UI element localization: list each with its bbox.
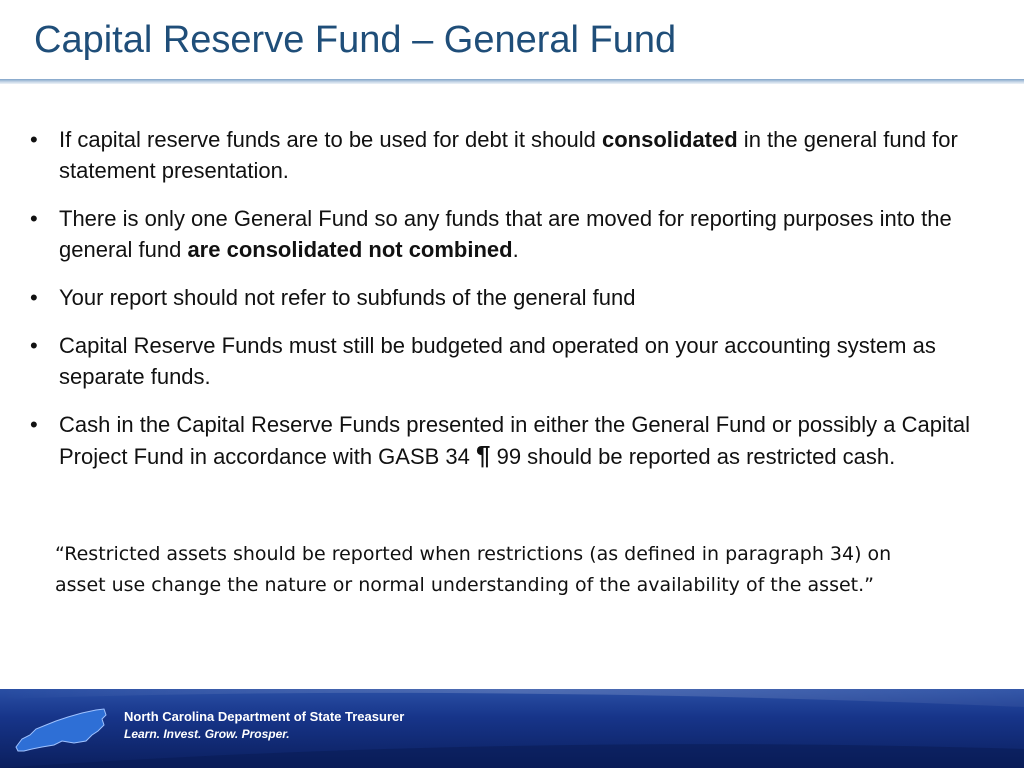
- bullet-marker: •: [30, 127, 38, 152]
- bullet-text: Capital Reserve Funds must still be budgeted and operated on your accounting system as separate funds.: [59, 333, 936, 389]
- bullet-text: Your report should not refer to subfunds of the general fund: [59, 285, 636, 310]
- bullet-marker: •: [30, 206, 38, 231]
- bullet-text: 99 should be reported as restricted cash.: [490, 444, 896, 469]
- bullet-text: There is only one General Fund so any funds that are moved for reporting purposes into the general fund: [59, 206, 952, 262]
- bullet-item: [30, 282, 975, 313]
- paragraph-symbol: ¶: [476, 440, 491, 470]
- bullet-list: [30, 124, 975, 489]
- bullet-text: Cash in the Capital Reserve Funds presented in either the General Fund or possibly a Capital Project Fund in accordance with GASB 34: [59, 412, 971, 469]
- bullet-text: If capital reserve funds are to be used for debt it should: [59, 127, 602, 152]
- gasb-quote: “Restricted assets should be reported when restrictions (as defined in paragraph 34) on asset use change the nature or normal understanding of the availability of the asset.”: [55, 543, 892, 596]
- bullet-item: [30, 124, 975, 186]
- bullet-emphasis: consolidated: [602, 127, 738, 152]
- bullet-item: [30, 330, 975, 392]
- north-carolina-map-icon: [12, 705, 108, 753]
- department-name: North Carolina Department of State Treasurer: [124, 709, 405, 724]
- bullet-text: in the general fund for statement presentation.: [59, 127, 958, 183]
- bullet-marker: •: [30, 412, 38, 437]
- bullet-emphasis: are consolidated not combined: [187, 237, 513, 262]
- footer-banner: [0, 689, 1024, 768]
- title-divider: [0, 79, 1024, 84]
- bullet-marker: •: [30, 333, 38, 358]
- bullet-marker: •: [30, 285, 38, 310]
- slide-title: Capital Reserve Fund – General Fund: [34, 19, 677, 61]
- bullet-item: [30, 203, 975, 265]
- bullet-text: .: [512, 237, 519, 262]
- bullet-item: [30, 409, 975, 472]
- tagline: Learn. Invest. Grow. Prosper.: [124, 727, 290, 741]
